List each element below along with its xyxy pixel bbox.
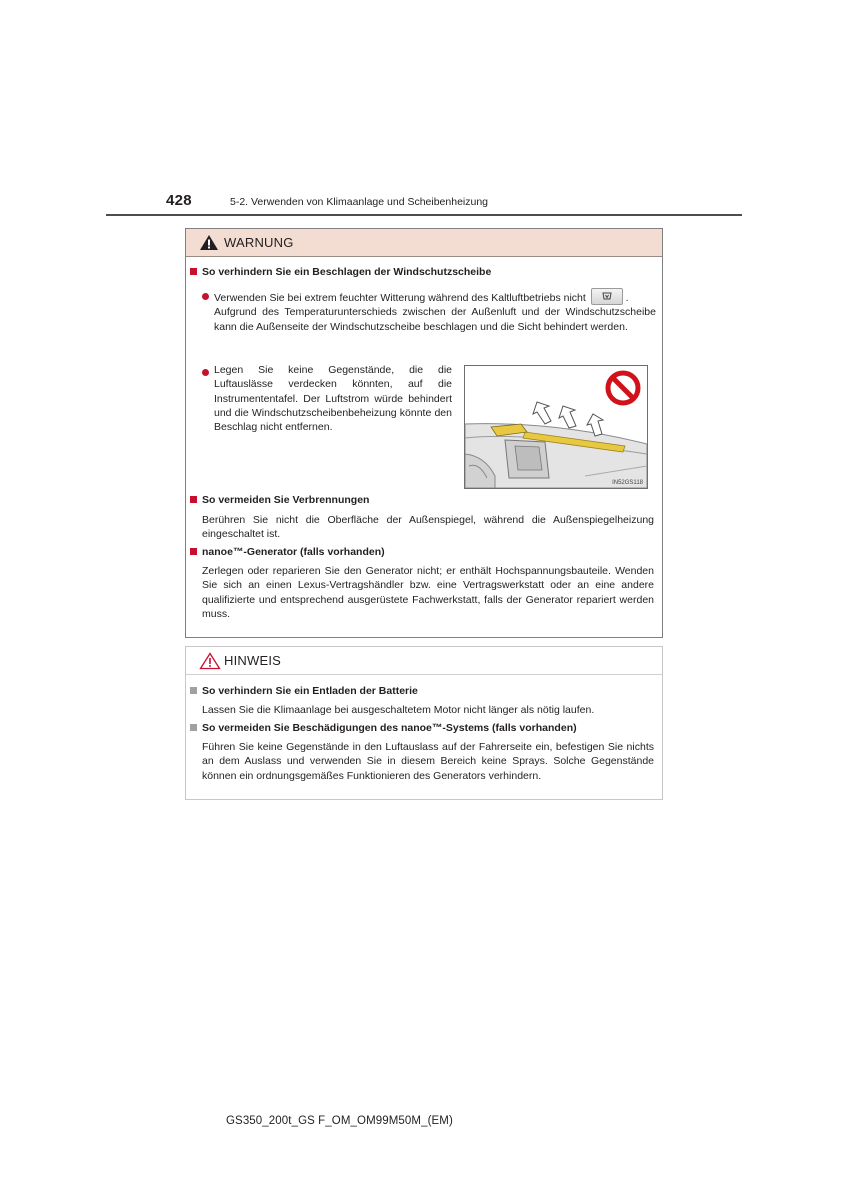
figure-code: IN52GS118 <box>612 480 643 486</box>
square-bullet-icon <box>190 496 197 503</box>
note-header <box>186 647 662 675</box>
square-bullet-icon <box>190 268 197 275</box>
square-bullet-icon <box>190 687 197 694</box>
caution-triangle-icon <box>199 652 221 670</box>
note-subheading-nanoe-system: So vermeiden Sie Beschädigungen des nanoe™-Systems (falls vorhanden) <box>190 722 577 734</box>
note-subheading-battery: So verhindern Sie ein Entladen der Batterie <box>190 685 418 697</box>
section-title: 5-2. Verwenden von Klimaanlage und Scheibenheizung <box>230 196 489 208</box>
warning-triangle-icon <box>199 234 219 251</box>
nanoe-text: Zerlegen oder reparieren Sie den Generator nicht; er enthält Hochspannungsbauteile. Wenden Sie sich an einen Lexus-Vertragshändler bzw. eine Vertragswerkstatt oder an eine andere qualifizierte und entsprechend ausgerüstete Fachwerkstatt, falls der Generator repariert werden muss. <box>202 565 654 620</box>
fogging-bullet-1: Verwenden Sie bei extrem feuchter Witterung während des Kaltluftbetriebs nicht . Aufgrund des Temperaturunterschieds zwischen der Außenluft und der Windschutzscheibe kann die Außenseite der Windschutzscheibe beschlagen und die Sicht behindert werden. <box>214 288 656 334</box>
circle-bullet-icon <box>202 369 209 376</box>
burns-text: Berühren Sie nicht die Oberfläche der Außenspiegel, während die Außenspiegelheizung eingeschaltet ist. <box>202 514 654 541</box>
warning-subheading-nanoe: nanoe™-Generator (falls vorhanden) <box>190 546 385 558</box>
footer-code: GS350_200t_GS F_OM_OM99M50M_(EM) <box>226 1115 453 1127</box>
page-number: 428 <box>166 192 192 209</box>
circle-bullet-icon <box>202 293 209 300</box>
page-header <box>0 190 848 220</box>
header-rule <box>106 214 742 216</box>
windshield-defogger-button-icon <box>591 288 623 305</box>
warning-box <box>185 228 663 638</box>
square-bullet-icon <box>190 724 197 731</box>
warning-subheading-burns: So vermeiden Sie Verbrennungen <box>190 494 369 506</box>
nanoe-system-text: Führen Sie keine Gegenstände in den Luftauslass auf der Fahrerseite ein, befestigen Sie nichts an dem Auslass und verwenden Sie in diesem Bereich keine Sprays. Solche Gegenstände können ein ordnungsgemäßes Funktionieren des Generators verhindern. <box>202 741 654 782</box>
dashboard-image <box>465 366 647 488</box>
note-box <box>185 646 663 800</box>
square-bullet-icon <box>190 548 197 555</box>
warning-title: WARNUNG <box>224 235 294 250</box>
note-title: HINWEIS <box>224 653 282 668</box>
dashboard-illustration <box>464 365 648 489</box>
battery-text: Lassen Sie die Klimaanlage bei ausgeschaltetem Motor nicht länger als nötig laufen. <box>202 704 595 716</box>
fogging-bullet-2: Legen Sie keine Gegenstände, die die Luftauslässe verdecken könnten, auf die Instrumententafel. Der Luftstrom würde behindert und die Windschutzscheibenbeheizung könnte den Beschlag nicht entfernen. <box>214 364 452 434</box>
warning-subheading-fogging: So verhindern Sie ein Beschlagen der Windschutzscheibe <box>190 266 491 278</box>
warning-header <box>186 229 662 257</box>
